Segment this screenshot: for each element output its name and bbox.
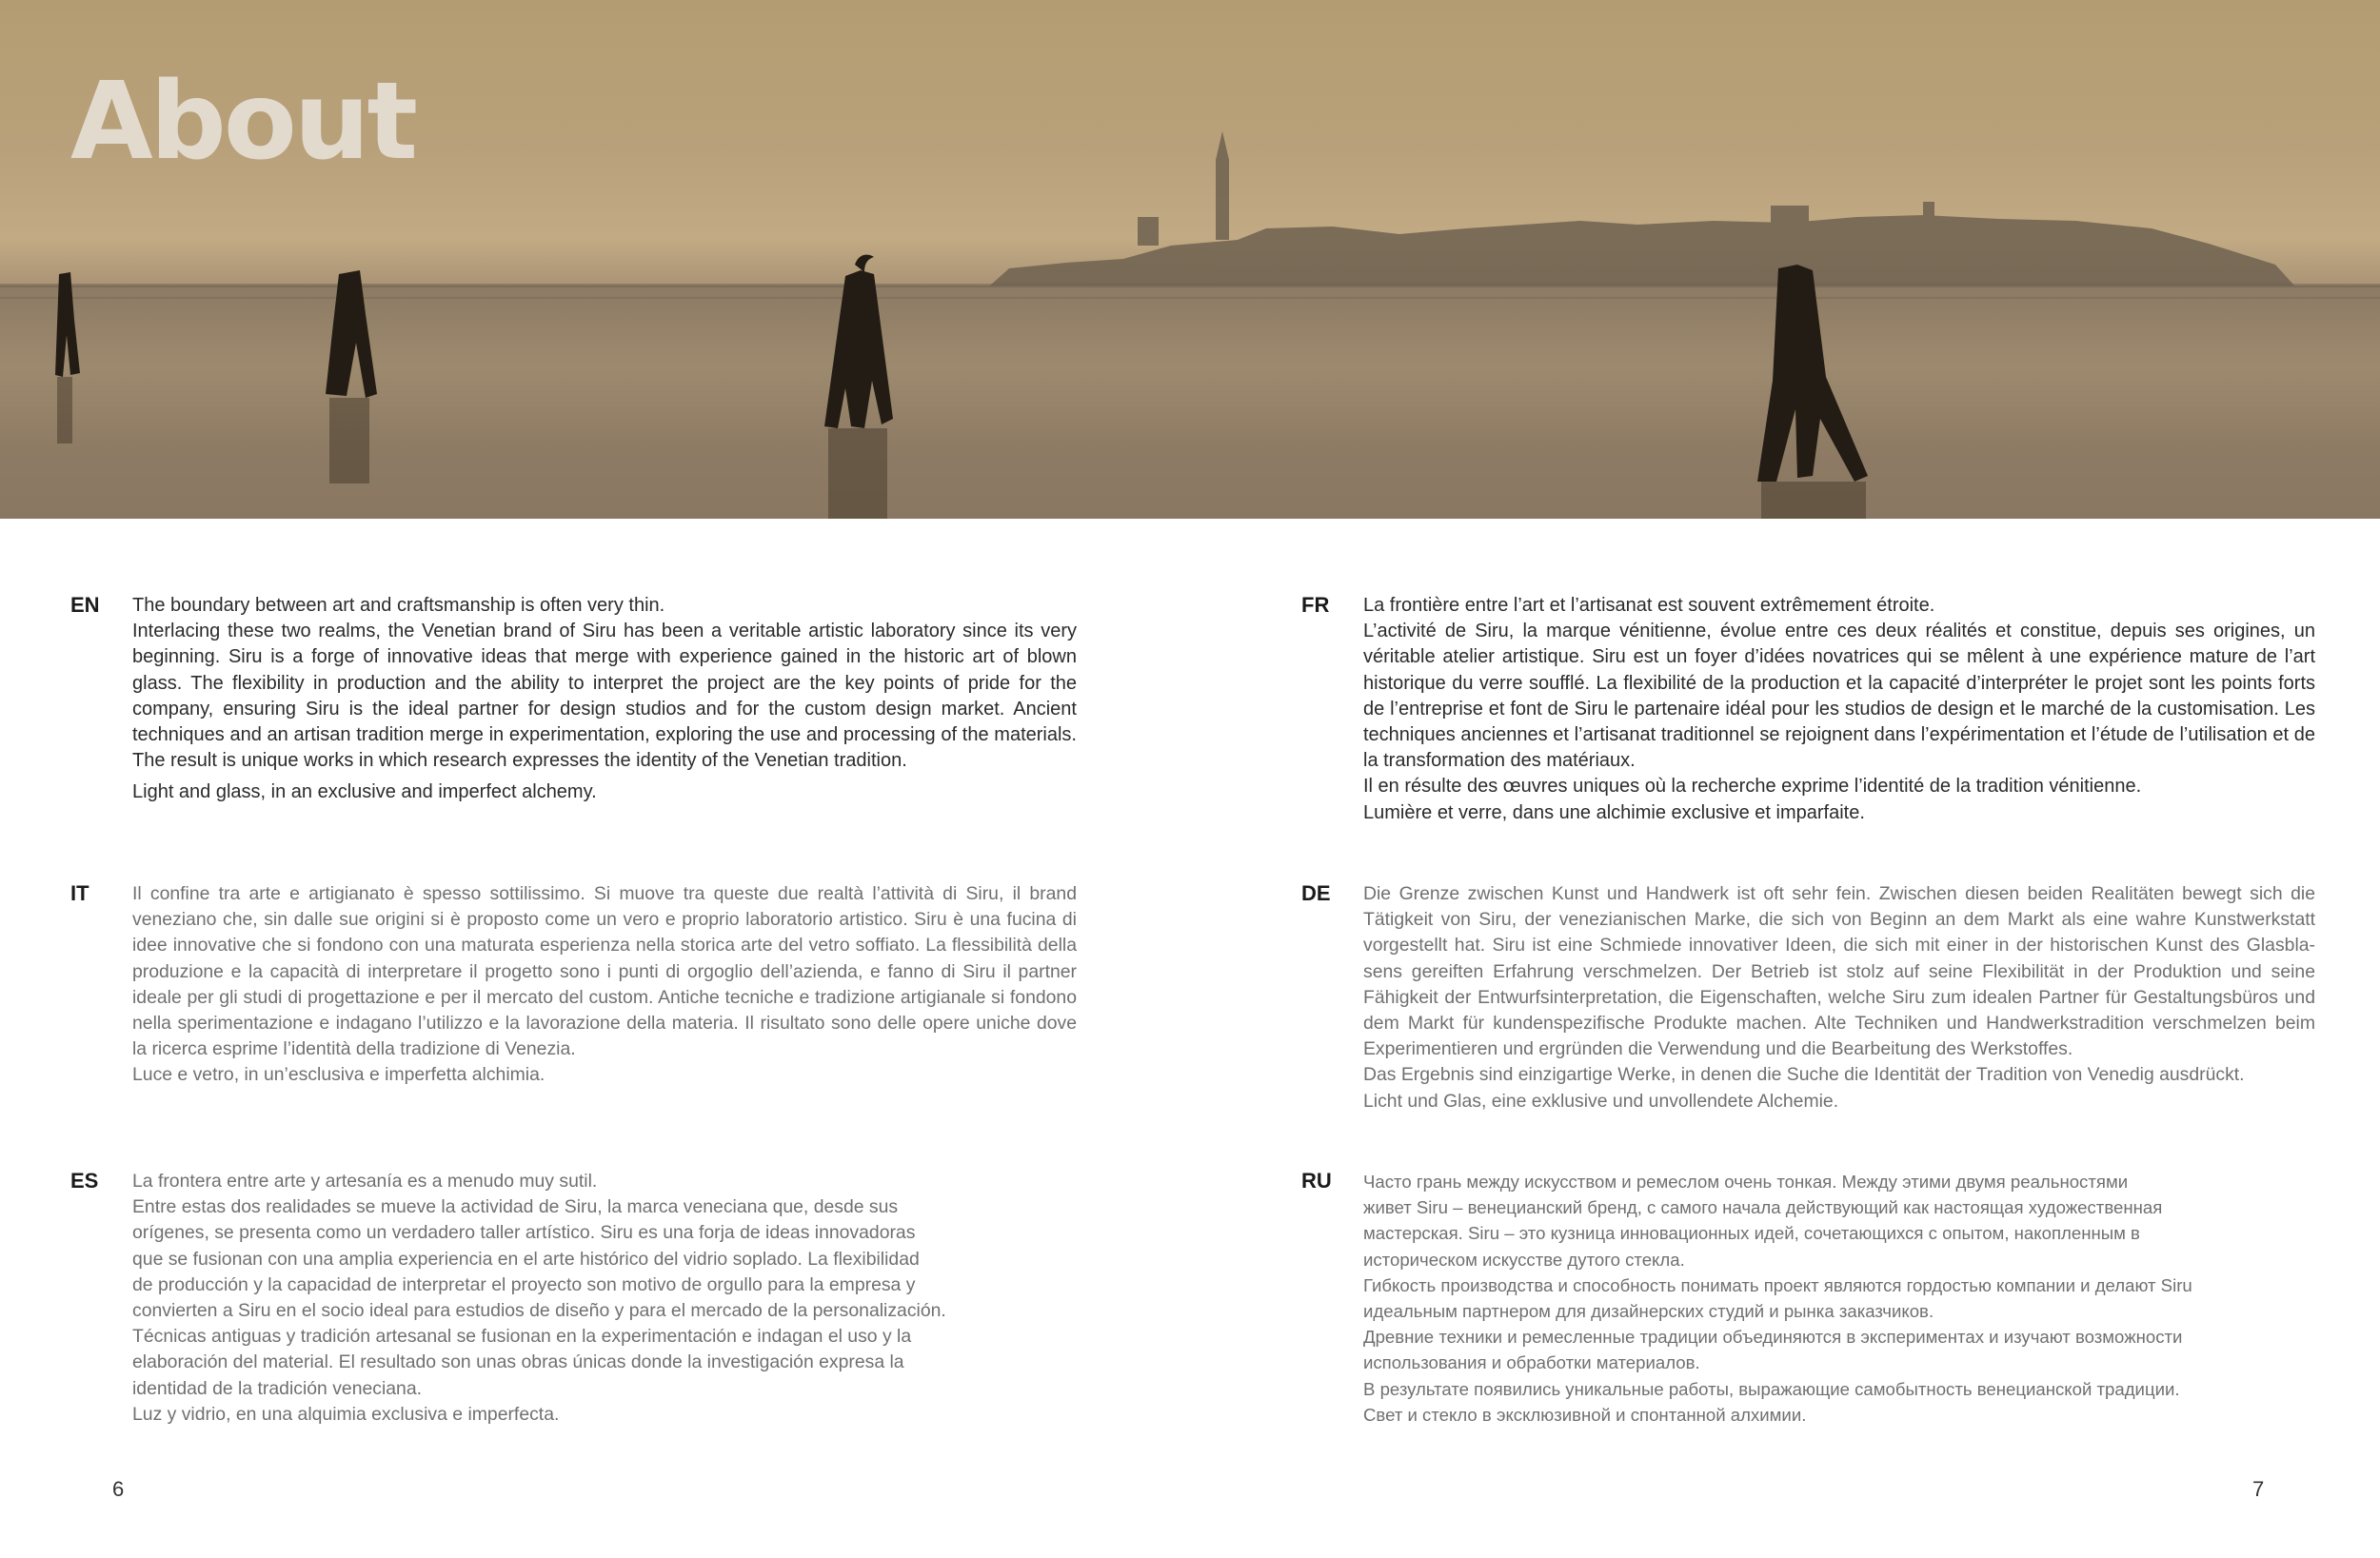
section-fr-p4: Lumière et verre, dans une alchimie exclusive et imparfaite. <box>1363 801 1865 823</box>
language-code-ru: RU <box>1301 1169 1332 1193</box>
hero-photo <box>0 0 2380 519</box>
section-en-p2: Interlacing these two realms, the Venetian brand of Siru has been a veritable artistic laboratory since its very beginning. Siru is a forge of innovative ideas that merge with experience gained in the historic art of blown glass. The flexibility in production and the ability to interpret the project are the key points of pride for the company, ensuring Siru is the ideal partner for design studios and for the custom design market. Ancient techniques and an artisan tradition merge in experimentation, exploring the use and processing of the materials. The result is unique works in which research expresses the identity of the Venetian tradition. <box>132 621 1077 772</box>
section-ru-line: идеальным партнером для дизайнерских студий и рынка заказчиков. <box>1363 1301 1934 1322</box>
section-ru-line: Часто грань между искусством и ремеслом очень тонкая. Между этими двумя реальностями <box>1363 1172 2129 1192</box>
section-es-line: convierten a Siru en el socio ideal para estudios de diseño y para el mercado de la personalización. <box>132 1300 946 1322</box>
section-ru-line: Древние техники и ремесленные традиции объединяются в экспериментах и изучают возможности <box>1363 1327 2183 1348</box>
section-fr-p1: La frontière entre l’art et l’artisanat est souvent extrêmement étroite. <box>1363 595 1935 616</box>
section-ru-text <box>1363 1169 2315 1428</box>
section-en-p3: Light and glass, in an exclusive and imperfect alchemy. <box>132 781 597 803</box>
section-ru-line: Гибкость производства и способность понимать проект являются гордостью компании и делают Siru <box>1363 1274 2192 1295</box>
section-es-line: elaboración del material. El resultado son unas obras únicas donde la investigación expresa la <box>132 1351 904 1373</box>
language-code-de: DE <box>1301 881 1331 905</box>
section-es-text <box>132 1169 1077 1428</box>
language-code-fr: FR <box>1301 593 1330 617</box>
section-es-line: Entre estas dos realidades se mueve la actividad de Siru, la marca veneciana que, desde sus <box>132 1196 899 1218</box>
section-ru-line: историческом искусстве дутого стекла. <box>1363 1249 1685 1270</box>
section-fr-p3: Il en résulte des œuvres uniques où la recherche exprime l’identité de la tradition vénitienne. <box>1363 776 2142 798</box>
section-it-text <box>132 881 1077 1089</box>
section-es-line: orígenes, se presenta como un verdadero taller artístico. Siru es una forja de ideas innovadoras <box>132 1222 916 1244</box>
section-es-line: Luz y vidrio, en una alquimia exclusiva e imperfecta. <box>132 1403 560 1425</box>
section-es-line: Técnicas antiguas y tradición artesanal se fusionan en la experimentación e indagan el uso y la <box>132 1326 912 1348</box>
section-ru-line: мастерская. Siru – это кузница инновационных идей, сочетающихся с опытом, накопленным в <box>1363 1223 2140 1244</box>
section-de-p1: Die Grenze zwischen Kunst und Handwerk ist oft sehr fein. Zwischen diesen beiden Realitäten bewegt sich die Tätigkeit von Siru, der venezianischen Marke, die sich von Beginn an dem Markt als eine wahre Kunstwerkstatt vorgestellt hat. Siru ist eine Schmiede innovativer Ideen, die sich mit einer in der historischen Kunst des Glasbla-sens gereiften Erfahrung verschmelzen. Der Betrieb ist stolz auf seine Flexibilität in der Produktion und seine Fähigkeit der Entwurfsinterpretation, die Eigenschaften, welche Siru zum idealen Partner für Gestaltungsbüros und dem Markt für kundenspezifische Produkte machen. Alte Techniken und Handwerkstradition verschmelzen beim Experimentieren und ergründen die Verwendung und die Bearbeitung des Werkstoffes. <box>1363 883 2315 1060</box>
section-de-text <box>1363 881 2315 1114</box>
section-ru-line: Свет и стекло в эксклюзивной и спонтанной алхимии. <box>1363 1404 1807 1425</box>
language-code-en: EN <box>70 593 100 617</box>
island-silhouette <box>990 131 2294 286</box>
section-ru-line: использования и обработки материалов. <box>1363 1352 1700 1373</box>
page-title: About <box>70 60 416 184</box>
language-code-es: ES <box>70 1169 99 1193</box>
section-it-p1: Il confine tra arte e artigianato è spesso sottilissimo. Si muove tra queste due realtà l’attività di Siru, il brand veneziano che, sin dalle sue origini si è proposto come un vero e proprio laboratorio artistico. Siru è una fucina di idee innovative che si fondono con una maturata esperienza nella storica arte del vetro soffiato. La flessibilità della produzione e la capacità di interpretare il progetto sono i punti di orgoglio dell’azienda, e fanno di Siru il partner ideale per gli studi di progettazione e per il mercato del custom. Antiche tecniche e tradizione artigianale si fondono nella sperimentazione e indagano l’utilizzo e la lavorazione della materia. Il risultato sono delle opere uniche dove la ricerca esprime l’identità della tradizione di Venezia. <box>132 883 1077 1060</box>
section-es-line: identidad de la tradición veneciana. <box>132 1377 423 1399</box>
page-number-left: 6 <box>112 1477 125 1501</box>
section-fr-p2: L’activité de Siru, la marque vénitienne, évolue entre ces deux réalités et constitue, depuis ses origines, un véritable atelier artistique. Siru est un foyer d’idées novatrices qui se mêlent à une expérience mature de l’art historique du verre soufflé. La flexibilité de la production et la capacité d’interpréter le projet sont les points forts de l’entreprise et font de Siru le partenaire idéal pour les studios de design et le marché de la customisation. Les techniques anciennes et l’artisanat traditionnel se rejoignent dans l’expérimentation et l’étude de l’utilisation et de la transformation des matériaux. <box>1363 621 2315 772</box>
section-en-text <box>132 593 1077 806</box>
section-es-line: de producción y la capacidad de interpretar el proyecto son motivo de orgullo para la empresa y <box>132 1273 916 1295</box>
section-es-line: que se fusionan con una amplia experiencia en el arte histórico del vidrio soplado. La flexibilidad <box>132 1248 920 1270</box>
section-ru-line: В результате появились уникальные работы, выражающие самобытность венецианской традиции. <box>1363 1378 2180 1399</box>
section-ru-line: живет Siru – венецианский бренд, с самого начала действующий как настоящая художественная <box>1363 1197 2163 1218</box>
page-number-right: 7 <box>2252 1477 2265 1501</box>
section-de-p3: Licht und Glas, eine exklusive und unvollendete Alchemie. <box>1363 1090 1839 1112</box>
section-de-p2: Das Ergebnis sind einzigartige Werke, in denen die Suche die Identität der Tradition von Venedig ausdrückt. <box>1363 1064 2245 1086</box>
section-es-line: La frontera entre arte y artesanía es a menudo muy sutil. <box>132 1171 598 1192</box>
language-code-it: IT <box>70 881 89 905</box>
section-en-p1: The boundary between art and craftsmanship is often very thin. <box>132 595 665 616</box>
section-it-p2: Luce e vetro, in un’esclusiva e imperfetta alchimia. <box>132 1064 545 1086</box>
section-fr-text <box>1363 593 2315 826</box>
